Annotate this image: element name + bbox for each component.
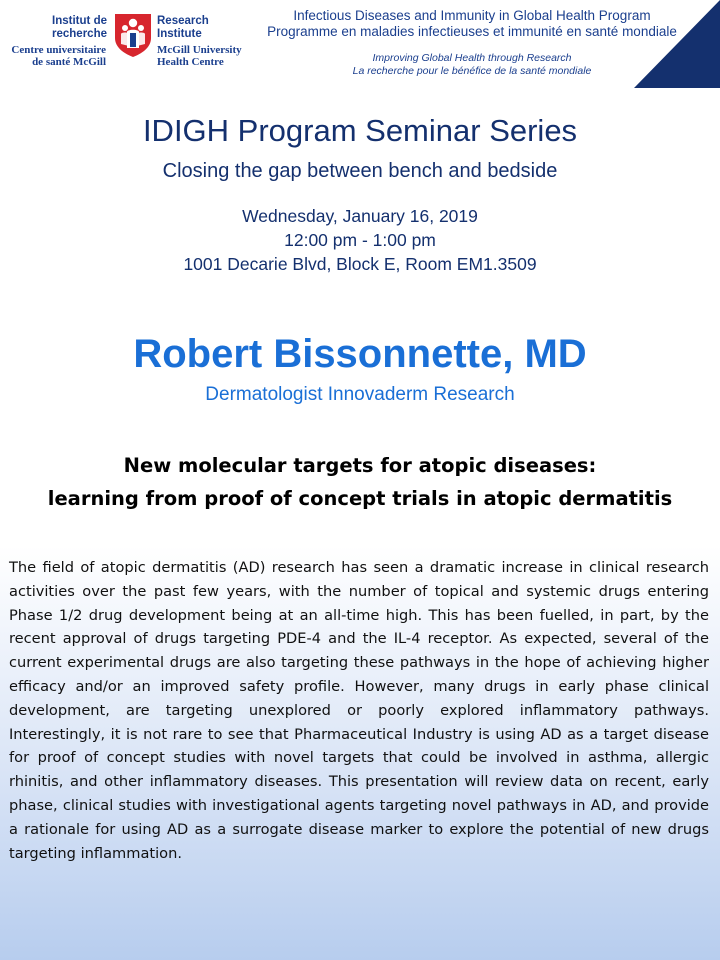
centre-en-line2: Health Centre — [157, 56, 224, 68]
program-title-en: Infectious Diseases and Immunity in Global Health Program — [293, 8, 651, 23]
speaker-name: Robert Bissonnette, MD — [133, 332, 587, 376]
centre-fr-line1: Centre universitaire — [11, 44, 106, 56]
institute-en-line2: Institute — [157, 28, 202, 40]
event-date: Wednesday, January 16, 2019 — [242, 206, 478, 226]
talk-abstract: The field of atopic dermatitis (AD) research has seen a dramatic increase in clinical research activities over the past few years, with the number of topical and systemic drugs entering Phase 1/2 drug development being at an all-time high. This has been fuelled, in part, by the recent approval of drugs targeting PDE-4 and the IL-4 receptor. As expected, several of the current experimental drugs are also targeting these pathways in the hope of achieving higher efficacy and/or an improved safety profile. However, many drugs in early phase clinical development, are targeting unexplored or poorly explored inflammatory pathways. Interestingly, it is not rare to see that Pharmaceutical Industry is using AD as a target disease for proof of concept studies with novel targets that could be involved in asthma, allergic rhinitis, and other inflammatory diseases. This presentation will review data on recent, early phase, clinical studies with investigational agents targeting novel pathways in AD, and provide a rationale for using AD as a surrogate disease marker to explore the potential of new drugs targeting inflammation. — [9, 559, 709, 862]
institute-name-fr — [47, 15, 107, 41]
centre-fr-line2: de santé McGill — [32, 56, 106, 68]
program-title-fr: Programme en maladies infectieuses et immunité en santé mondiale — [267, 24, 677, 39]
event-details — [0, 204, 720, 276]
corner-triangle-decoration — [634, 0, 720, 88]
program-tagline — [292, 52, 652, 78]
institute-fr-line1: Institut de — [52, 15, 107, 27]
series-title: IDIGH Program Seminar Series — [142, 113, 578, 148]
tagline-en: Improving Global Health through Research — [372, 52, 572, 64]
tagline-fr: La recherche pour le bénéfice de la santé mondiale — [352, 65, 592, 77]
talk-title-line2: learning from proof of concept trials in atopic dermatitis — [47, 487, 673, 510]
centre-en-line1: McGill University — [157, 44, 242, 56]
centre-name-en — [157, 44, 267, 68]
header — [0, 0, 720, 88]
speaker-role: Dermatologist Innovaderm Research — [205, 384, 515, 405]
institute-fr-line2: recherche — [52, 28, 107, 40]
event-location: 1001 Decarie Blvd, Block E, Room EM1.3509 — [183, 254, 537, 274]
institute-en-line1: Research — [157, 15, 209, 27]
talk-title-line1: New molecular targets for atopic diseases: — [123, 454, 597, 477]
talk-title — [0, 449, 720, 515]
event-time: 12:00 pm - 1:00 pm — [284, 230, 436, 250]
muhc-family-emblem-icon — [113, 12, 153, 58]
institute-name-en — [157, 15, 267, 41]
program-title — [262, 8, 682, 40]
series-subtitle: Closing the gap between bench and bedside — [162, 160, 558, 182]
centre-name-fr — [2, 44, 106, 68]
